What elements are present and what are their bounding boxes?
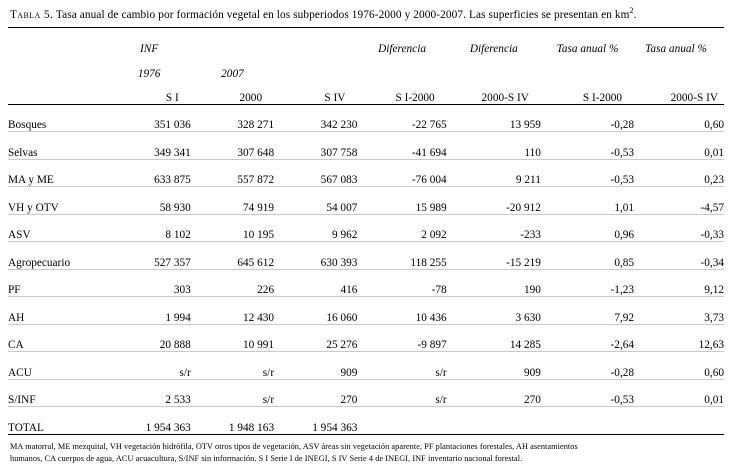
cell-siv: 630 393 [274,242,357,270]
cell-dif2: 190 [447,269,541,297]
header-si-2000-dif: S I-2000 [357,80,446,105]
caption-superscript: 2 [629,6,634,15]
cell-si: 1 994 [108,297,191,325]
cell-dif2: 110 [447,132,541,160]
table-header-row-1 [8,27,724,55]
cell-si: 349 341 [108,132,191,160]
table-caption [8,6,724,27]
cell-dif1: 10 436 [357,297,446,325]
cell-siv: 567 083 [274,159,357,187]
table-total-row [8,407,724,435]
cell-si: 2 533 [108,379,191,407]
header-blank-corner-2 [8,55,108,80]
footnote-line-2: humanos, CA cuerpos de agua, ACU acuacultura, S/INF sin información. S I Serie I de INEGI, S IV Serie 4 de INEGI, INF inventario nacional forestal. [10,454,523,464]
caption-label: Tabla 5. [10,8,54,21]
header-2000-siv-tasa: 2000-S IV [634,80,724,105]
header-spacer-3 [274,55,357,80]
cell-tasa2: 0,23 [634,159,724,187]
cell-dif2: -20 912 [447,187,541,215]
cell-siv: 909 [274,352,357,380]
header-spacer [191,27,274,55]
row-category: ACU [8,352,108,380]
row-category: AH [8,297,108,325]
row-category: VH y OTV [8,187,108,215]
cell-dif1: -41 694 [357,132,446,160]
cell-siv: 342 230 [274,104,357,132]
cell-2000: 226 [191,269,274,297]
caption-text: Tasa anual de cambio por formación vegetal en los subperiodos 1976-2000 y 2000-2007. Las superficies se presentan en km [53,8,630,21]
header-year-2007: 2007 [221,67,244,80]
header-tasa-anual-1: Tasa anual % [541,27,634,55]
cell-dif1: 118 255 [357,242,446,270]
cell-dif1: s/r [357,379,446,407]
cell-si: 58 930 [108,187,191,215]
cell-tasa2: 12,63 [634,324,724,352]
cell-dif1: -22 765 [357,104,446,132]
cell-2000: s/r [191,352,274,380]
header-serie-i: S I [108,80,191,105]
cell-siv: 54 007 [274,187,357,215]
cell-dif1: 15 989 [357,187,446,215]
row-category: MA y ME [8,159,108,187]
cell-tasa1: 7,92 [541,297,634,325]
cell-tasa1: -0,28 [541,104,634,132]
cell-dif1: 2 092 [357,214,446,242]
cell-tasa2: 0,60 [634,352,724,380]
cell-siv: 416 [274,269,357,297]
cell-tasa1: -0,53 [541,132,634,160]
row-category: S/INF [8,379,108,407]
header-serie-iv: S IV [274,80,357,105]
header-spacer-2 [274,27,357,55]
caption-end: . [633,8,637,21]
total-tasa2 [634,407,724,435]
row-category: ASV [8,214,108,242]
cell-dif2: 14 285 [447,324,541,352]
table-header-row-3 [8,80,724,105]
cell-2000: 645 612 [191,242,274,270]
cell-dif2: 9 211 [447,159,541,187]
cell-dif2: -15 219 [447,242,541,270]
cell-tasa1: -0,53 [541,159,634,187]
cell-dif2: 909 [447,352,541,380]
cell-si: 303 [108,269,191,297]
cell-dif1: -76 004 [357,159,446,187]
cell-2000: s/r [191,379,274,407]
cell-tasa1: 0,85 [541,242,634,270]
total-si: 1 954 363 [108,407,191,435]
table-row [8,242,724,270]
cell-tasa2: -0,33 [634,214,724,242]
header-spacer-6 [541,55,634,80]
total-dif2 [447,407,541,435]
header-spacer-4 [357,55,446,80]
cell-2000: 557 872 [191,159,274,187]
cell-tasa1: -0,53 [541,379,634,407]
cell-2000: 12 430 [191,297,274,325]
header-tasa-anual-2: Tasa anual % [634,27,724,55]
cell-siv: 16 060 [274,297,357,325]
table-header-row-2 [8,55,724,80]
cell-si: 351 036 [108,104,191,132]
header-diferencia-1: Diferencia [357,27,446,55]
footnote-line-1: MA matorral, ME mezquital, VH vegetación hidrófila, OTV otros tipos de vegetación, ASV áreas sin vegetación aparente, PF plantaciones forestales, AH asentamientos [10,442,578,452]
table-row [8,297,724,325]
cell-2000: 10 195 [191,214,274,242]
header-blank-corner-3 [8,80,108,105]
cell-tasa2: 0,01 [634,379,724,407]
total-dif1 [357,407,446,435]
table-row [8,379,724,407]
header-2000-siv-dif: 2000-S IV [447,80,541,105]
header-si-2000-tasa: S I-2000 [541,80,634,105]
cell-2000: 328 271 [191,104,274,132]
cell-tasa1: 1,01 [541,187,634,215]
cell-dif2: -233 [447,214,541,242]
cell-dif1: -78 [357,269,446,297]
cell-tasa2: 0,60 [634,104,724,132]
cell-siv: 9 962 [274,214,357,242]
total-siv: 1 954 363 [274,407,357,435]
row-category: Bosques [8,104,108,132]
table-row [8,132,724,160]
cell-2000: 10 991 [191,324,274,352]
cell-tasa1: 0,96 [541,214,634,242]
header-blank-corner [8,27,108,55]
header-2000: 2000 [191,80,274,105]
cell-siv: 25 276 [274,324,357,352]
cell-dif2: 13 959 [447,104,541,132]
header-spacer-5 [447,55,541,80]
total-tasa1 [541,407,634,435]
cell-si: s/r [108,352,191,380]
cell-tasa2: 0,01 [634,132,724,160]
cell-tasa2: -4,57 [634,187,724,215]
table-row [8,352,724,380]
table-footnote [8,435,724,465]
cell-dif1: s/r [357,352,446,380]
cell-siv: 270 [274,379,357,407]
cell-tasa2: 3,73 [634,297,724,325]
total-label: TOTAL [8,407,108,435]
table-row [8,159,724,187]
cell-dif2: 3 630 [447,297,541,325]
table-row [8,214,724,242]
cell-dif2: 270 [447,379,541,407]
cell-tasa1: -0,28 [541,352,634,380]
table-row [8,187,724,215]
row-category: Selvas [8,132,108,160]
cell-tasa2: 9,12 [634,269,724,297]
cell-dif1: -9 897 [357,324,446,352]
cell-tasa1: -1,23 [541,269,634,297]
cell-siv: 307 758 [274,132,357,160]
row-category: PF [8,269,108,297]
row-category: CA [8,324,108,352]
header-spacer-7 [634,55,724,80]
table-row [8,324,724,352]
header-diferencia-2: Diferencia [447,27,541,55]
cell-si: 633 875 [108,159,191,187]
row-category: Agropecuario [8,242,108,270]
cell-tasa2: -0,34 [634,242,724,270]
table-row [8,104,724,132]
cell-si: 527 357 [108,242,191,270]
header-inf: INF [108,27,191,55]
header-year-1976: 1976 [137,67,161,80]
total-2000: 1 948 163 [191,407,274,435]
cell-2000: 74 919 [191,187,274,215]
cell-2000: 307 648 [191,132,274,160]
cell-tasa1: -2,64 [541,324,634,352]
table-row [8,269,724,297]
cell-si: 20 888 [108,324,191,352]
cell-si: 8 102 [108,214,191,242]
annual-change-rate-table [8,27,724,436]
